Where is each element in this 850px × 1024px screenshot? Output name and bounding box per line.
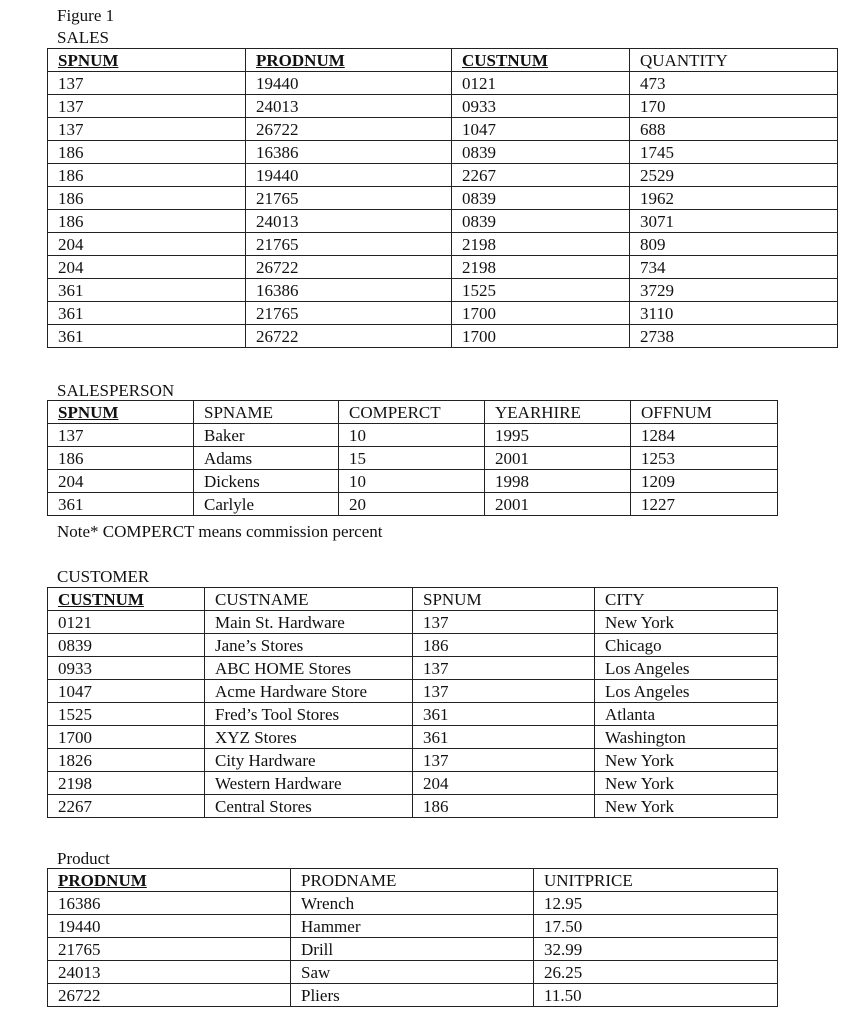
customer-cell: Main St. Hardware	[205, 611, 413, 634]
salesperson-cell: Adams	[194, 447, 339, 470]
sales-table-row	[48, 279, 838, 302]
product-table	[47, 868, 778, 1007]
sales-cell: 2267	[452, 164, 630, 187]
salesperson-cell: 10	[339, 470, 485, 493]
sales-column-header: QUANTITY	[630, 49, 838, 72]
product-cell: Drill	[291, 938, 534, 961]
salesperson-column-header: SPNAME	[194, 401, 339, 424]
product-cell: Wrench	[291, 892, 534, 915]
customer-cell: New York	[595, 749, 778, 772]
salesperson-cell: 1227	[631, 493, 778, 516]
sales-cell: 473	[630, 72, 838, 95]
sales-table-row	[48, 118, 838, 141]
sales-cell: 734	[630, 256, 838, 279]
salesperson-table-row	[48, 424, 778, 447]
sales-cell: 24013	[246, 95, 452, 118]
sales-table-row	[48, 302, 838, 325]
sales-cell: 16386	[246, 141, 452, 164]
sales-table-row	[48, 325, 838, 348]
salesperson-cell: 1998	[485, 470, 631, 493]
customer-cell: New York	[595, 772, 778, 795]
salesperson-cell: 1209	[631, 470, 778, 493]
customer-column-header: SPNUM	[413, 588, 595, 611]
sales-table-row	[48, 210, 838, 233]
product-cell: Pliers	[291, 984, 534, 1007]
sales-cell: 21765	[246, 302, 452, 325]
sales-cell: 21765	[246, 233, 452, 256]
customer-table-row	[48, 634, 778, 657]
salesperson-cell: 1253	[631, 447, 778, 470]
sales-column-header: CUSTNUM	[452, 49, 630, 72]
salesperson-table-row	[48, 447, 778, 470]
salesperson-table-row	[48, 470, 778, 493]
customer-cell: 137	[413, 611, 595, 634]
salesperson-cell: Baker	[194, 424, 339, 447]
sales-cell: 186	[48, 164, 246, 187]
sales-cell: 137	[48, 72, 246, 95]
sales-cell: 204	[48, 256, 246, 279]
customer-cell: 2198	[48, 772, 205, 795]
sales-cell: 19440	[246, 72, 452, 95]
sales-cell: 809	[630, 233, 838, 256]
salesperson-cell: 361	[48, 493, 194, 516]
customer-cell: New York	[595, 611, 778, 634]
sales-table-row	[48, 95, 838, 118]
sales-cell: 361	[48, 279, 246, 302]
sales-cell: 2529	[630, 164, 838, 187]
product-cell: 21765	[48, 938, 291, 961]
sales-cell: 2198	[452, 256, 630, 279]
product-cell: Saw	[291, 961, 534, 984]
sales-table-row	[48, 164, 838, 187]
product-cell: 12.95	[534, 892, 778, 915]
product-cell: 16386	[48, 892, 291, 915]
customer-cell: Washington	[595, 726, 778, 749]
salesperson-column-header: YEARHIRE	[485, 401, 631, 424]
sales-cell: 26722	[246, 325, 452, 348]
salesperson-column-header: COMPERCT	[339, 401, 485, 424]
product-cell: 26.25	[534, 961, 778, 984]
salesperson-cell: 1284	[631, 424, 778, 447]
customer-cell: ABC HOME Stores	[205, 657, 413, 680]
customer-cell: Jane’s Stores	[205, 634, 413, 657]
salesperson-table	[47, 400, 778, 516]
sales-cell: 1525	[452, 279, 630, 302]
sales-cell: 2198	[452, 233, 630, 256]
salesperson-column-header: OFFNUM	[631, 401, 778, 424]
sales-table-row	[48, 233, 838, 256]
sales-table-row	[48, 141, 838, 164]
salesperson-cell: 20	[339, 493, 485, 516]
customer-table-row	[48, 657, 778, 680]
salesperson-column-header: SPNUM	[48, 401, 194, 424]
customer-column-header: CITY	[595, 588, 778, 611]
sales-cell: 16386	[246, 279, 452, 302]
customer-column-header: CUSTNAME	[205, 588, 413, 611]
customer-table-row	[48, 726, 778, 749]
salesperson-cell: 2001	[485, 493, 631, 516]
sales-cell: 21765	[246, 187, 452, 210]
sales-cell: 0839	[452, 210, 630, 233]
customer-cell: 204	[413, 772, 595, 795]
sales-cell: 170	[630, 95, 838, 118]
sales-cell: 26722	[246, 118, 452, 141]
product-column-header: PRODNAME	[291, 869, 534, 892]
customer-table	[47, 587, 778, 818]
customer-cell: 186	[413, 634, 595, 657]
sales-cell: 688	[630, 118, 838, 141]
customer-table-row	[48, 772, 778, 795]
product-cell: 19440	[48, 915, 291, 938]
sales-cell: 1700	[452, 302, 630, 325]
sales-cell: 361	[48, 325, 246, 348]
product-table-row	[48, 915, 778, 938]
customer-cell: Fred’s Tool Stores	[205, 703, 413, 726]
salesperson-cell: 10	[339, 424, 485, 447]
sales-table-row	[48, 187, 838, 210]
salesperson-cell: 137	[48, 424, 194, 447]
customer-header-row	[48, 588, 778, 611]
sales-header-row	[48, 49, 838, 72]
customer-table-row	[48, 795, 778, 818]
sales-cell: 2738	[630, 325, 838, 348]
sales-cell: 24013	[246, 210, 452, 233]
sales-cell: 1962	[630, 187, 838, 210]
sales-cell: 0839	[452, 141, 630, 164]
customer-column-header: CUSTNUM	[48, 588, 205, 611]
customer-cell: New York	[595, 795, 778, 818]
customer-cell: Western Hardware	[205, 772, 413, 795]
salesperson-header-row	[48, 401, 778, 424]
salesperson-cell: 204	[48, 470, 194, 493]
salesperson-cell: 2001	[485, 447, 631, 470]
product-cell: Hammer	[291, 915, 534, 938]
sales-table-title: SALES	[57, 28, 109, 47]
sales-cell: 137	[48, 118, 246, 141]
product-cell: 11.50	[534, 984, 778, 1007]
customer-cell: City Hardware	[205, 749, 413, 772]
sales-cell: 1047	[452, 118, 630, 141]
product-header-row	[48, 869, 778, 892]
customer-cell: 137	[413, 657, 595, 680]
customer-cell: 361	[413, 703, 595, 726]
customer-cell: 361	[413, 726, 595, 749]
product-column-header: PRODNUM	[48, 869, 291, 892]
product-table-row	[48, 961, 778, 984]
product-table-row	[48, 984, 778, 1007]
customer-cell: Atlanta	[595, 703, 778, 726]
sales-cell: 19440	[246, 164, 452, 187]
customer-cell: 0121	[48, 611, 205, 634]
salesperson-cell: Dickens	[194, 470, 339, 493]
sales-cell: 0839	[452, 187, 630, 210]
figure-label: Figure 1	[57, 6, 115, 25]
product-table-row	[48, 892, 778, 915]
customer-cell: 137	[413, 749, 595, 772]
sales-table-row	[48, 256, 838, 279]
product-column-header: UNITPRICE	[534, 869, 778, 892]
sales-cell: 1745	[630, 141, 838, 164]
customer-table-title: CUSTOMER	[57, 567, 150, 586]
customer-cell: 1826	[48, 749, 205, 772]
customer-table-row	[48, 703, 778, 726]
sales-cell: 3110	[630, 302, 838, 325]
customer-table-row	[48, 749, 778, 772]
customer-cell: 0839	[48, 634, 205, 657]
salesperson-table-row	[48, 493, 778, 516]
customer-cell: 186	[413, 795, 595, 818]
customer-cell: 1700	[48, 726, 205, 749]
salesperson-cell: Carlyle	[194, 493, 339, 516]
sales-cell: 3071	[630, 210, 838, 233]
salesperson-table-title: SALESPERSON	[57, 381, 175, 400]
sales-cell: 361	[48, 302, 246, 325]
product-table-title: Product	[57, 849, 110, 868]
product-cell: 17.50	[534, 915, 778, 938]
customer-cell: 2267	[48, 795, 205, 818]
customer-cell: Los Angeles	[595, 680, 778, 703]
product-cell: 24013	[48, 961, 291, 984]
sales-cell: 0933	[452, 95, 630, 118]
salesperson-cell: 186	[48, 447, 194, 470]
customer-cell: XYZ Stores	[205, 726, 413, 749]
sales-cell: 137	[48, 95, 246, 118]
sales-cell: 204	[48, 233, 246, 256]
customer-cell: 137	[413, 680, 595, 703]
sales-cell: 186	[48, 210, 246, 233]
product-cell: 26722	[48, 984, 291, 1007]
customer-cell: Central Stores	[205, 795, 413, 818]
sales-cell: 186	[48, 141, 246, 164]
sales-cell: 26722	[246, 256, 452, 279]
customer-cell: Los Angeles	[595, 657, 778, 680]
product-cell: 32.99	[534, 938, 778, 961]
salesperson-cell: 15	[339, 447, 485, 470]
sales-column-header: SPNUM	[48, 49, 246, 72]
sales-table-row	[48, 72, 838, 95]
customer-cell: 0933	[48, 657, 205, 680]
sales-table	[47, 48, 838, 348]
customer-table-row	[48, 680, 778, 703]
sales-column-header: PRODNUM	[246, 49, 452, 72]
product-table-row	[48, 938, 778, 961]
sales-cell: 0121	[452, 72, 630, 95]
salesperson-cell: 1995	[485, 424, 631, 447]
salesperson-note: Note* COMPERCT means commission percent	[57, 522, 383, 541]
sales-cell: 1700	[452, 325, 630, 348]
customer-cell: Acme Hardware Store	[205, 680, 413, 703]
customer-cell: Chicago	[595, 634, 778, 657]
sales-cell: 186	[48, 187, 246, 210]
customer-cell: 1047	[48, 680, 205, 703]
sales-cell: 3729	[630, 279, 838, 302]
customer-table-row	[48, 611, 778, 634]
customer-cell: 1525	[48, 703, 205, 726]
